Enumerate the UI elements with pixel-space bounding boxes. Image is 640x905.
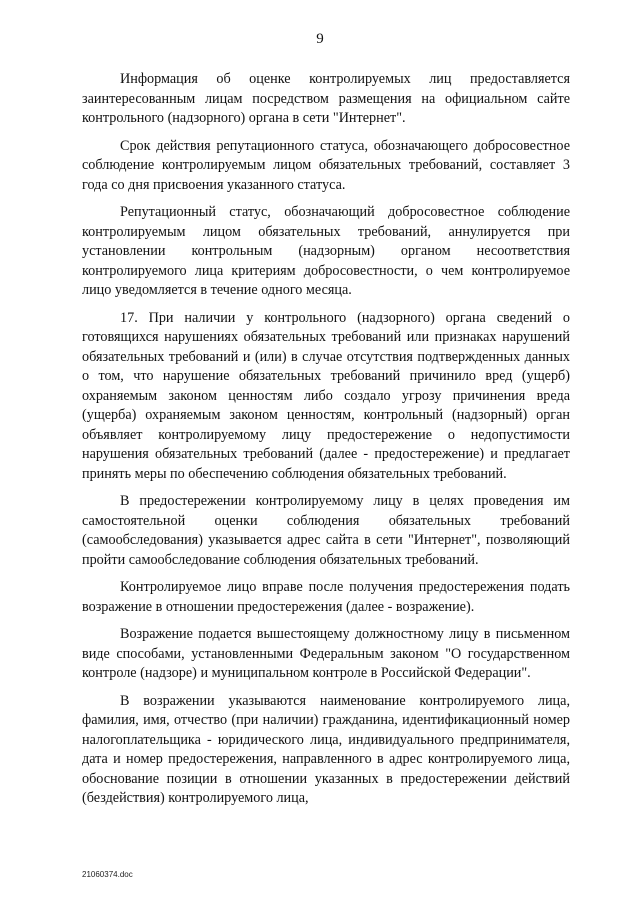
paragraph-objection-filing: Возражение подается вышестоящему должностному лицу в письменном виде способами, установленными Федеральным законом "О государственном контроле (надзоре) и муниципальном контроле в Российской Федерации".: [82, 626, 570, 681]
paragraph-status-term: Срок действия репутационного статуса, обозначающего добросовестное соблюдение контролируемым лицом обязательных требований, составляет 3 года со дня присвоения указанного статуса.: [82, 137, 570, 193]
paragraph-status-annulment: Репутационный статус, обозначающий добросовестное соблюдение контролируемым лицом обязательных требований, аннулируется при установлении контрольным (надзорным) органом несоответствия контролируемого лица критериям добросовестности, о чем контролируемое лицо уведомляется в течение одного месяца.: [82, 204, 570, 298]
document-body: [82, 70, 570, 809]
paragraph-objection-right: Контролируемое лицо вправе после получения предостережения подать возражение в отношении предостережения (далее - возражение).: [82, 579, 570, 615]
page-number: 9: [316, 31, 324, 47]
document-file-code: 21060374.doc: [82, 870, 133, 879]
paragraph-self-assessment: В предостережении контролируемому лицу в целях проведения им самостоятельной оценки соблюдения обязательных требований (самообследования) указывается адрес сайта в сети "Интернет", позволяющий пройти самообследование соблюдения обязательных требований.: [82, 493, 570, 568]
paragraph-clause-17: 17. При наличии у контрольного (надзорного) органа сведений о готовящихся нарушениях обязательных требований или признаках нарушений обязательных требований и (или) в случае отсутствия подтвержденных данных о том, что нарушение обязательных требований причинило вред (ущерб) охраняемым законом ценностям либо создало угрозу причинения вреда (ущерба) охраняемым законом ценностям, контрольный (надзорный) орган объявляет контролируемому лицу предостережение о недопустимости нарушения обязательных требований (далее - предостережение) и предлагает принять меры по обеспечению соблюдения обязательных требований.: [82, 309, 570, 482]
paragraph-objection-content: В возражении указываются наименование контролируемого лица, фамилия, имя, отчество (при наличии) гражданина, идентификационный номер налогоплательщика - юридического лица, индивидуального предпринимателя, дата и номер предостережения, направленного в адрес контролируемого лица, обоснование позиции в отношении указанных в предостережении действий (бездействия) контролируемого лица,: [82, 692, 570, 806]
paragraph-rating-info: Информация об оценке контролируемых лиц предоставляется заинтересованным лицам посредством размещения на официальном сайте контрольного (надзорного) органа в сети "Интернет".: [82, 71, 570, 126]
